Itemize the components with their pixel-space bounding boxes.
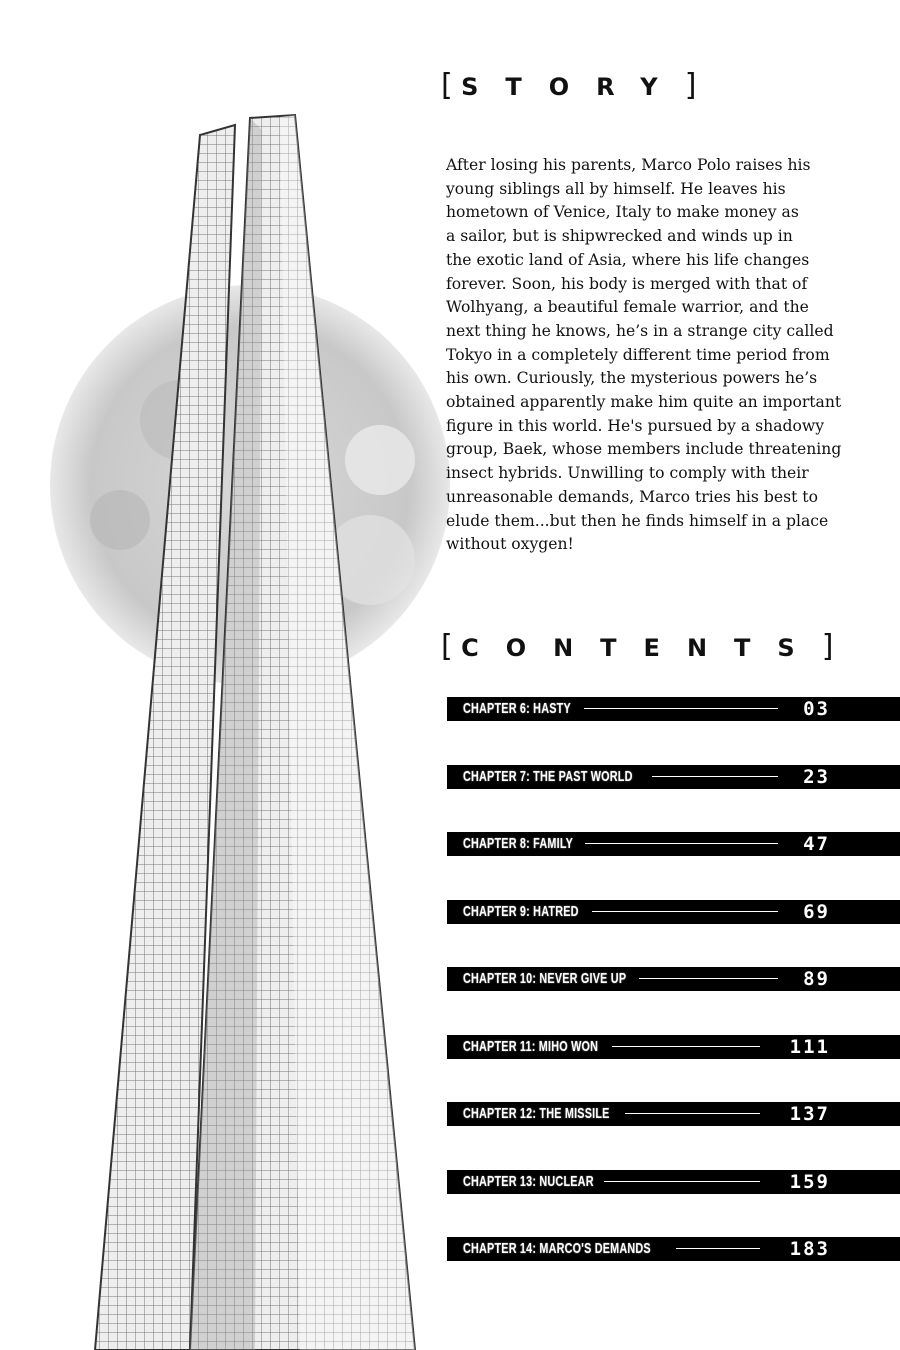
chapter-title: CHAPTER 8: FAMILY <box>463 835 574 852</box>
chapter-title: CHAPTER 9: HATRED <box>463 902 579 920</box>
chapter-page-number: 89 <box>803 968 830 990</box>
contents-heading <box>441 629 833 664</box>
chapter-title: CHAPTER 6: HASTY <box>463 700 571 717</box>
chapter-title: CHAPTER 11: MIHO WON <box>463 1037 599 1055</box>
leader-line <box>639 978 778 979</box>
contents-heading-text: CONTENTS <box>461 634 822 662</box>
toc-entry[interactable] <box>447 900 900 924</box>
toc-entry[interactable] <box>447 832 900 856</box>
leader-line <box>584 708 778 709</box>
chapter-page-number: 159 <box>789 1170 830 1193</box>
chapter-page-number: 23 <box>803 765 830 788</box>
toc-entry[interactable] <box>447 1237 900 1261</box>
chapter-title: CHAPTER 13: NUCLEAR <box>463 1172 594 1190</box>
chapter-title: CHAPTER 7: THE PAST WORLD <box>463 767 633 785</box>
leader-line <box>612 1046 760 1047</box>
leader-line <box>676 1248 760 1249</box>
story-heading-text: STORY <box>461 73 685 101</box>
chapter-page-number: 03 <box>803 698 830 720</box>
leader-line <box>652 776 778 777</box>
chapter-page-number: 69 <box>803 900 830 923</box>
story-heading <box>441 68 696 103</box>
toc-entry[interactable] <box>447 967 900 991</box>
toc-entry[interactable] <box>447 1035 900 1059</box>
toc-entry[interactable] <box>447 765 900 789</box>
bracket-close: ] <box>684 68 697 103</box>
chapter-page-number: 137 <box>789 1103 830 1125</box>
chapter-page-number: 47 <box>803 833 830 855</box>
leader-line <box>625 1113 760 1114</box>
chapter-title: CHAPTER 12: THE MISSILE <box>463 1105 610 1122</box>
leader-line <box>585 843 778 844</box>
chapter-title: CHAPTER 10: NEVER GIVE UP <box>463 970 627 987</box>
bracket-open: [ <box>441 68 453 103</box>
toc-entry[interactable] <box>447 1170 900 1194</box>
leader-line <box>592 911 778 912</box>
toc-entry[interactable] <box>447 697 900 721</box>
chapter-page-number: 183 <box>789 1238 830 1260</box>
chapter-title: CHAPTER 14: MARCO'S DEMANDS <box>463 1240 651 1257</box>
toc-entry[interactable] <box>447 1102 900 1126</box>
story-synopsis: After losing his parents, Marco Polo raises his young siblings all by himself. He leaves his hometown of Venice, Italy to make money as a sailor, but is shipwrecked and winds up in the exotic land of Asia, where his life changes forever. Soon, his body is merged with that of Wolhyang, a beautiful female warrior, and the next thing he knows, he’s in a strange city called Tokyo in a completely different time period from his own. Curiously, the mysterious powers he’s obtained apparently make him quite an important figure in this world. He's pursued by a shadowy group, Baek, whose members include threatening insect hybrids. Unwilling to comply with their unreasonable demands, Marco tries his best to elude them...but then he finds himself in a place without oxygen! <box>446 156 842 554</box>
bracket-open: [ <box>441 629 453 664</box>
chapter-page-number: 111 <box>789 1035 830 1058</box>
leader-line <box>604 1181 760 1182</box>
bracket-close: ] <box>821 629 834 664</box>
